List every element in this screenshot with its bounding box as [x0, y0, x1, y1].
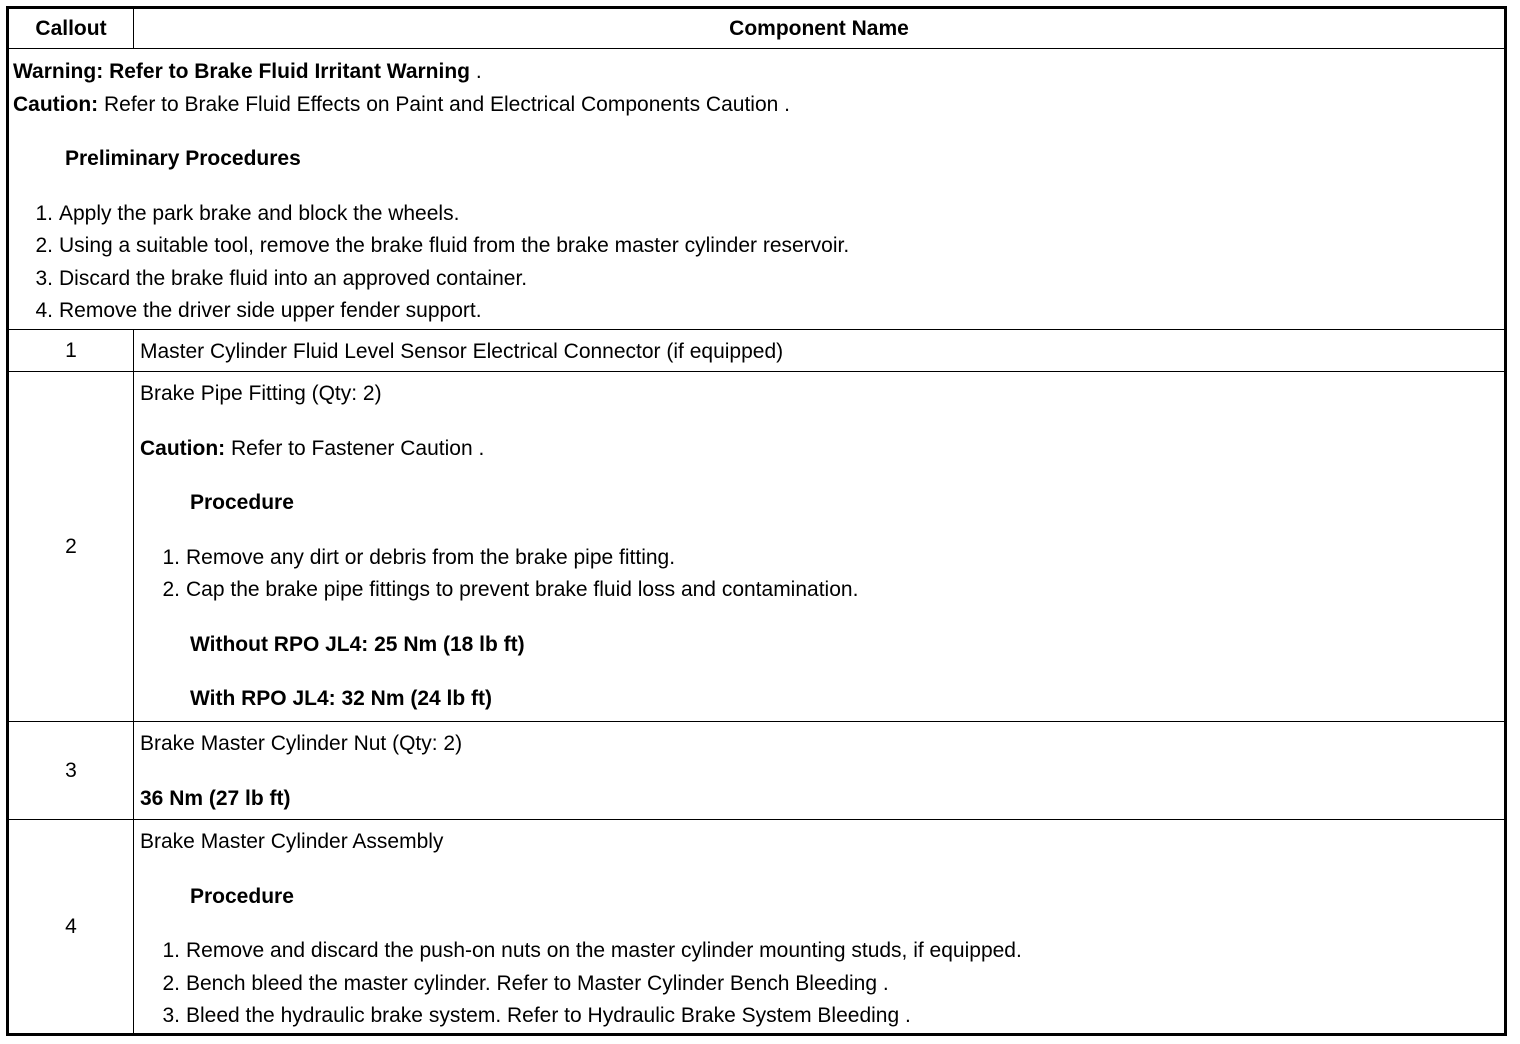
list-item: 2. Cap the brake pipe fittings to prevent brake fluid loss and contamination. [162, 578, 859, 601]
component-name: Brake Pipe Fitting (Qty: 2) [140, 382, 382, 405]
caution-link[interactable]: Refer to Brake Fluid Effects on Paint and Electrical Components Caution [104, 92, 779, 116]
table-row: 2 Brake Pipe Fitting (Qty: 2) Caution: Refer to Fastener Caution . Procedure 1. Remove any dirt or debris from the brake pipe fitting. 2. Cap the brake pipe fittings to prevent brake fluid loss and contamination. Without RPO JL4: 25 Nm (18 lb ft) With RPO JL4: 32 Nm (24 lb ft) [9, 372, 1504, 722]
table-row [9, 722, 1504, 820]
table-row [9, 820, 1504, 1033]
component-name: Brake Master Cylinder Assembly [140, 830, 444, 853]
callout-number: 3 [9, 722, 134, 819]
callout-number: 4 [9, 820, 134, 1033]
list-item: 1. Remove any dirt or debris from the brake pipe fitting. [162, 545, 676, 569]
list-item: 3. Bleed the hydraulic brake system. Refer to Hydraulic Brake System Bleeding . [162, 1004, 911, 1027]
component-name: Master Cylinder Fluid Level Sensor Electrical Connector (if equipped) [140, 340, 784, 363]
table-row [9, 330, 1504, 372]
torque-spec: With RPO JL4: 32 Nm (24 lb ft) [190, 687, 493, 710]
warning-line: Warning: Refer to Brake Fluid Irritant Warning . [13, 60, 482, 83]
list-item: 2. Using a suitable tool, remove the brake fluid from the brake master cylinder reservoir. [35, 234, 850, 257]
list-item: 3. Discard the brake fluid into an approved container. [35, 266, 528, 290]
header-component-name: Component Name [729, 16, 909, 40]
list-item: 1. Remove and discard the push-on nuts on the master cylinder mounting studs, if equipped. [162, 939, 1022, 962]
fastener-caution-link[interactable]: Refer to Fastener Caution [231, 436, 473, 460]
warning-link[interactable]: Refer to Brake Fluid Irritant Warning [109, 60, 470, 83]
bench-bleeding-link[interactable]: Bench bleed the master cylinder. Refer to Master Cylinder Bench Bleeding [186, 971, 878, 995]
component-name: Brake Master Cylinder Nut (Qty: 2) [140, 732, 463, 755]
header-callout: Callout [9, 9, 134, 48]
procedure-heading: Procedure [190, 884, 294, 908]
table-header [9, 9, 1504, 49]
component-table [6, 6, 1507, 1036]
list-item: 2. Bench bleed the master cylinder. Refer to Master Cylinder Bench Bleeding . [162, 971, 889, 995]
torque-spec: Without RPO JL4: 25 Nm (18 lb ft) [190, 632, 525, 656]
system-bleeding-link[interactable]: Bleed the hydraulic brake system. Refer to Hydraulic Brake System Bleeding [186, 1004, 900, 1027]
callout-number: 2 [9, 372, 134, 721]
list-item: 4. Remove the driver side upper fender support. [35, 299, 482, 322]
intro-row [9, 49, 1504, 330]
preliminary-steps [13, 198, 1500, 328]
callout-number: 1 [9, 330, 134, 371]
list-item: 1. Apply the park brake and block the wheels. [35, 201, 460, 225]
procedure-heading: Procedure [190, 491, 294, 514]
preliminary-heading: Preliminary Procedures [65, 147, 301, 170]
caution-line: Caution: Refer to Brake Fluid Effects on Paint and Electrical Components Caution . [13, 92, 790, 116]
torque-spec: 36 Nm (27 lb ft) [140, 786, 291, 810]
